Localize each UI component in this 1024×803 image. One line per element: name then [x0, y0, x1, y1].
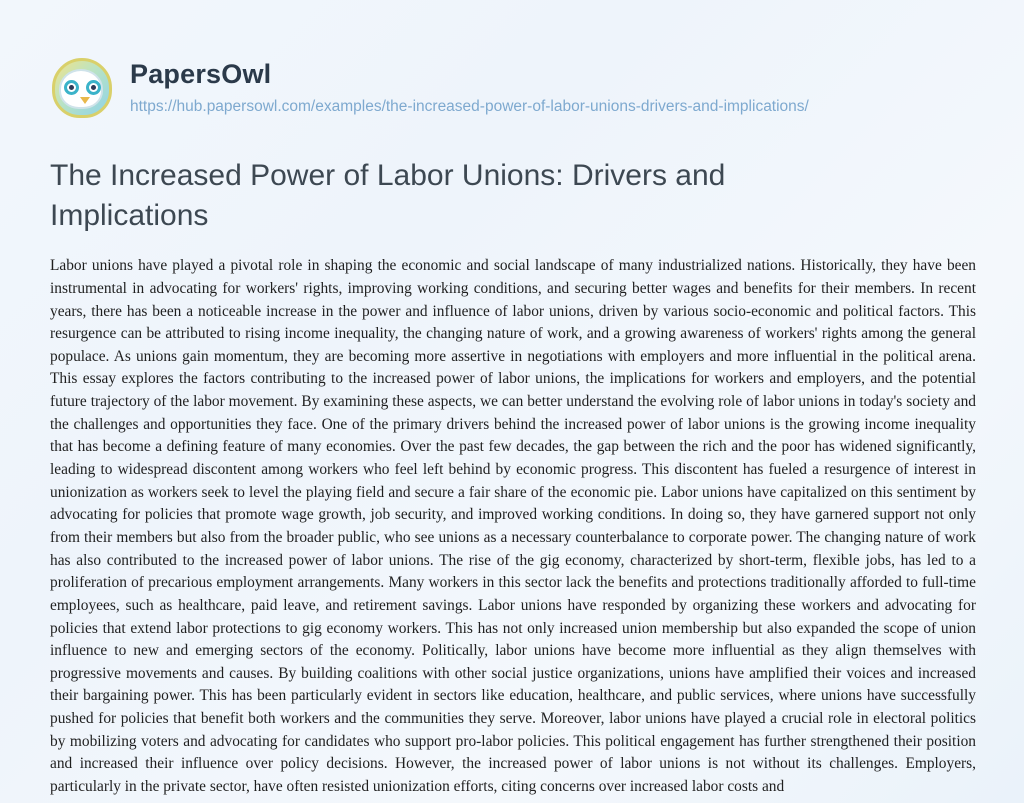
site-header	[46, 0, 978, 122]
brand-block	[130, 56, 809, 118]
owl-logo-beak	[80, 97, 90, 104]
brand-name: PapersOwl	[130, 59, 272, 89]
page-title: The Increased Power of Labor Unions: Drivers and Implications	[50, 159, 726, 232]
owl-logo-right-eye	[86, 80, 101, 95]
owl-logo-left-eye	[64, 80, 79, 95]
document-body-text: Labor unions have played a pivotal role in shaping the economic and social landscape of many industrialized nations. Historically, they have been instrumental in advocating for workers' rights, improving working conditions, and securing better wages and benefits for their members. In recent years, there has been a noticeable increase in the power and influence of labor unions, driven by various socio-economic and political factors. This resurgence can be attributed to rising income inequality, the changing nature of work, and a growing awareness of workers' rights among the general populace. As unions gain momentum, they are becoming more assertive in negotiations with employers and more influential in the political arena. This essay explores the factors contributing to the increased power of labor unions, the implications for workers and employers, and the potential future trajectory of the labor movement. By examining these aspects, we can better understand the evolving role of labor unions in today's society and the challenges and opportunities they face. One of the primary drivers behind the increased power of labor unions is the growing income inequality that has become a defining feature of many economies. Over the past few decades, the gap between the rich and the poor has widened significantly, leading to widespread discontent among workers who feel left behind by economic progress. This discontent has fueled a resurgence of interest in unionization as workers seek to level the playing field and secure a fair share of the economic pie. Labor unions have capitalized on this sentiment by advocating for policies that promote wage growth, job security, and improved working conditions. In doing so, they have garnered support not only from their members but also from the broader public, who see unions as a necessary counterbalance to corporate power. The changing nature of work has also contributed to the increased power of labor unions. The rise of the gig economy, characterized by short-term, flexible jobs, has led to a proliferation of precarious employment arrangements. Many workers in this sector lack the benefits and protections traditionally afforded to full-time employees, such as healthcare, paid leave, and retirement savings. Labor unions have responded by organizing these workers and advocating for policies that extend labor protections to gig economy workers. This has not only increased union membership but also expanded the scope of union influence to new and emerging sectors of the economy. Politically, labor unions have become more influential as they align themselves with progressive movements and causes. By building coalitions with other social justice organizations, unions have amplified their voices and increased their bargaining power. This has been particularly evident in sectors like education, healthcare, and public services, where unions have successfully pushed for policies that benefit both workers and the communities they serve. Moreover, labor unions have played a crucial role in electoral politics by mobilizing voters and advocating for candidates who support pro-labor policies. This political engagement has further strengthened their position and increased their influence over policy decisions. However, the increased power of labor unions is not without its challenges. Employers, particularly in the private sector, have often resisted unionization efforts, citing concerns over increased labor costs and	[50, 257, 976, 796]
owl-logo-icon[interactable]	[50, 56, 116, 122]
source-url[interactable]: https://hub.papersowl.com/examples/the-increased-power-of-labor-unions-drivers-and-implications/	[130, 97, 809, 115]
